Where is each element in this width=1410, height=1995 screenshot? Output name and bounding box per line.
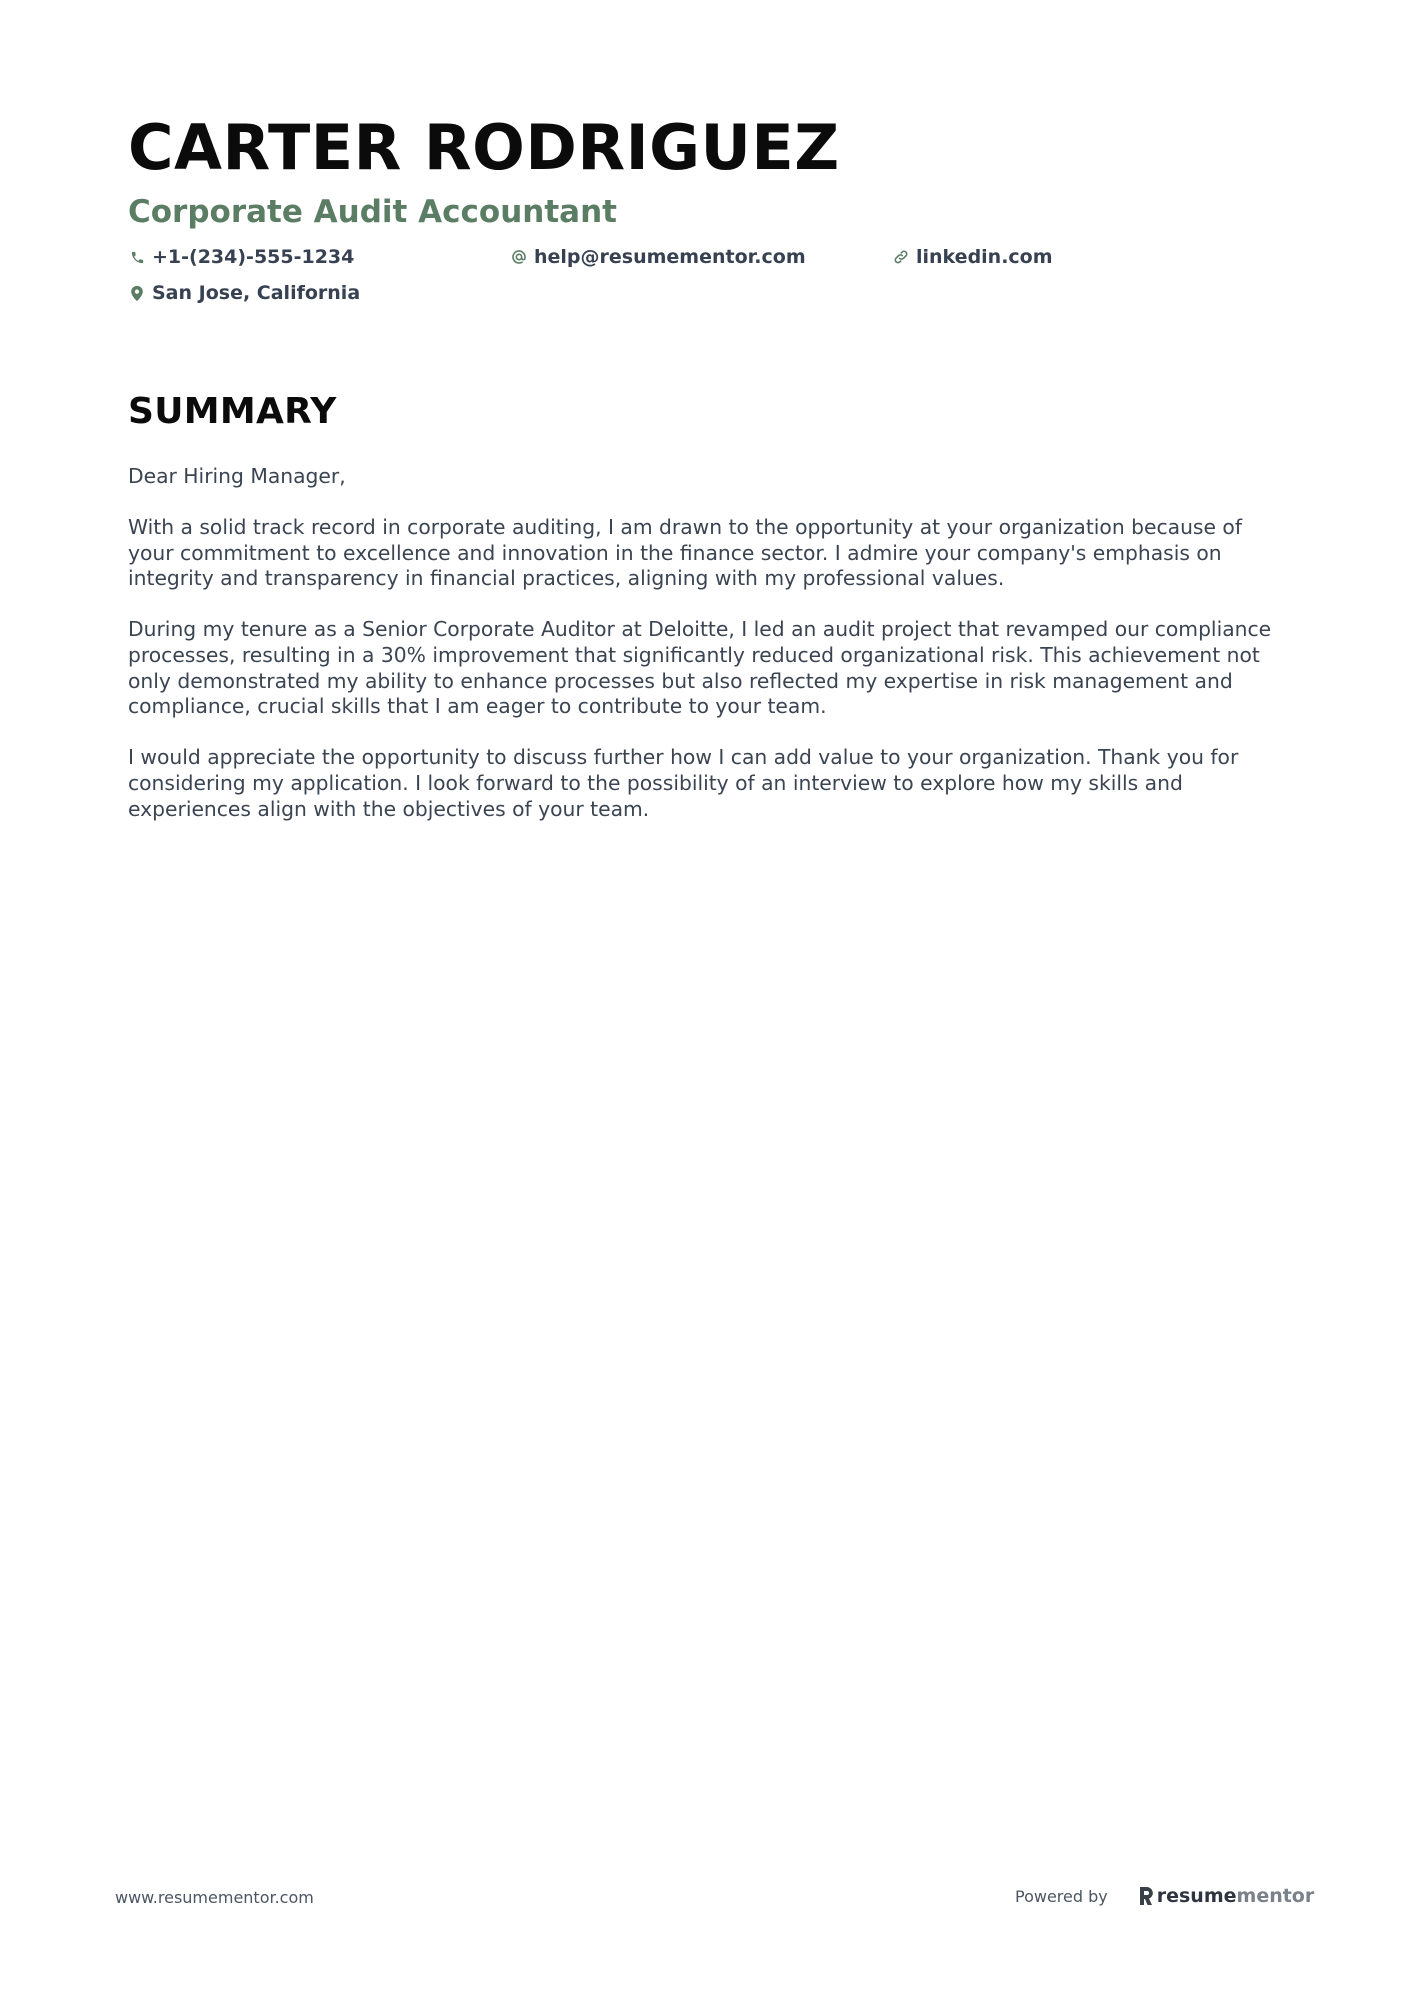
contact-email[interactable]	[510, 242, 892, 272]
email-text: help@resumementor.com	[534, 246, 806, 268]
powered-by-label: Powered by	[1015, 1886, 1108, 1906]
summary-paragraph: I would appreciate the opportunity to discuss further how I can add value to your organization. Thank you for considering my application. I look forward to the possibility of an interview to explore how my skills and experiences align with the objectives of your team.	[128, 745, 1239, 821]
resumementor-logo-icon	[1138, 1886, 1154, 1906]
contact-phone[interactable]	[128, 242, 510, 272]
phone-icon	[128, 248, 146, 266]
website-text: linkedin.com	[916, 246, 1053, 268]
brand-name-part2: mentor	[1236, 1885, 1315, 1907]
phone-text: +1-(234)-555-1234	[152, 246, 355, 268]
location-pin-icon	[128, 284, 146, 302]
brand-logo[interactable]	[1138, 1885, 1315, 1907]
summary-paragraph: During my tenure as a Senior Corporate Auditor at Deloitte, I led an audit project that revamped our compliance processes, resulting in a 30% improvement that significantly reduced organizational risk. This achievement not only demonstrated my ability to enhance processes but also reflected my expertise in risk management and compliance, crucial skills that I am eager to contribute to your team.	[128, 617, 1272, 719]
footer-branding	[1015, 1885, 1314, 1907]
location-text: San Jose, California	[152, 282, 361, 304]
at-icon	[510, 248, 528, 266]
brand-name-part1: resume	[1156, 1885, 1237, 1907]
summary-body	[128, 464, 1288, 822]
summary-heading: SUMMARY	[128, 391, 337, 432]
job-title: Corporate Audit Accountant	[128, 194, 617, 230]
link-icon	[892, 248, 910, 266]
summary-paragraph: Dear Hiring Manager,	[128, 463, 346, 488]
footer-site-link[interactable]: www.resumementor.com	[115, 1888, 314, 1907]
candidate-name: CARTER RODRIGUEZ	[128, 111, 840, 184]
contact-location	[128, 278, 510, 308]
contact-list	[128, 242, 1288, 308]
summary-paragraph: With a solid track record in corporate auditing, I am drawn to the opportunity at your organization because of your commitment to excellence and innovation in the finance sector. I admire your company's emphasis on integrity and transparency in financial practices, aligning with my professional values.	[128, 515, 1242, 591]
resume-page	[128, 110, 1288, 848]
contact-website[interactable]	[892, 242, 1274, 272]
